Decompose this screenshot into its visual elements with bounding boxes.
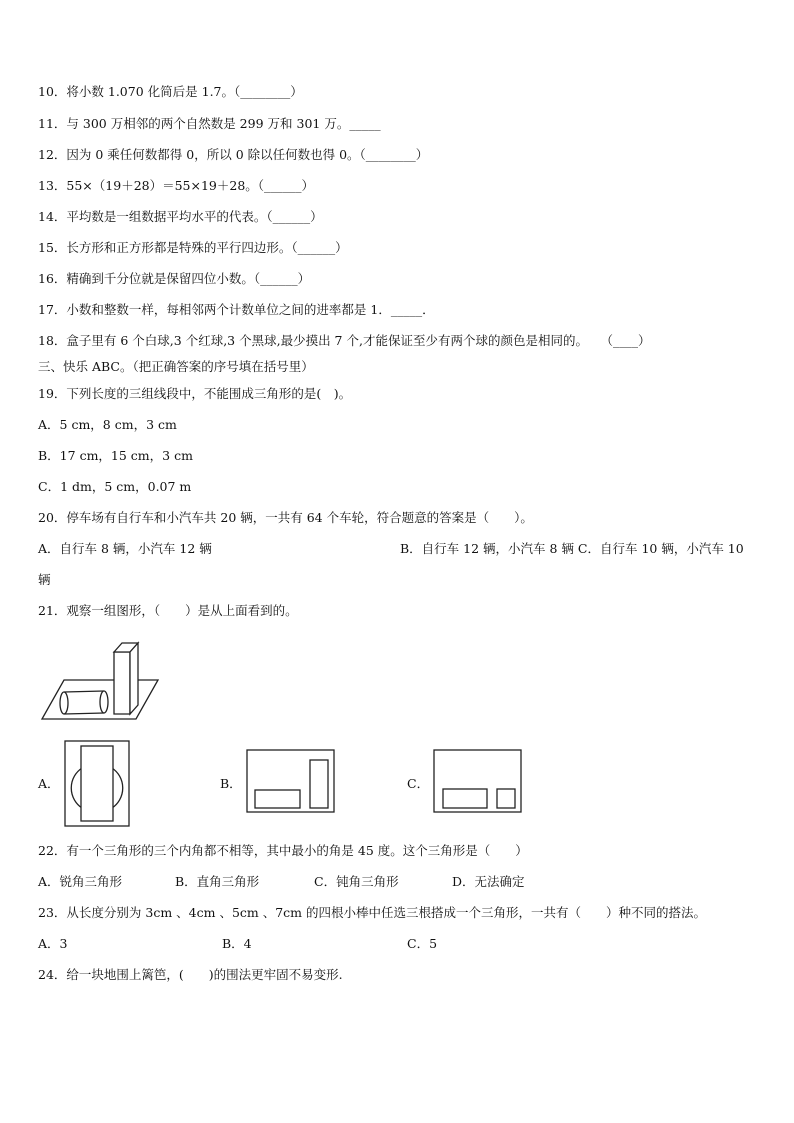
q22-option-c: C．钝角三角形 <box>314 874 399 889</box>
q21-option-b-figure <box>246 749 336 815</box>
q22-text: 22．有一个三角形的三个内角都不相等，其中最小的角是 45 度。这个三角形是（ ） <box>38 843 528 858</box>
q18-text: 18．盒子里有 6 个白球,3 个红球,3 个黑球,最少摸出 7 个,才能保证至少有两个球的颜色是相同的。 （____） <box>38 333 651 348</box>
q11-text: 11．与 300 万相邻的两个自然数是 299 万和 301 万。_____ <box>38 116 381 131</box>
q21-solid-figure <box>40 635 165 727</box>
q20-option-c-continued: 辆 <box>38 572 51 587</box>
q14-text: 14．平均数是一组数据平均水平的代表。（______） <box>38 209 323 224</box>
q22-option-d: D．无法确定 <box>452 874 525 889</box>
q23-text: 23．从长度分别为 3cm 、4cm 、5cm 、7cm 的四根小棒中任选三根搭成一个三角形，一共有（ ）种不同的搭法。 <box>38 905 707 920</box>
q19-option-c: C．1 dm，5 cm，0.07 m <box>38 479 192 494</box>
q20-option-bc: B．自行车 12 辆，小汽车 8 辆 C．自行车 10 辆，小汽车 10 <box>400 541 744 556</box>
q10-text: 10．将小数 1.070 化简后是 1.7。（________） <box>38 84 303 99</box>
q20-text: 20．停车场有自行车和小汽车共 20 辆，一共有 64 个车轮，符合题意的答案是（ ）。 <box>38 510 533 525</box>
q13-text: 13．55×（19＋28）＝55×19＋28。（______） <box>38 178 315 193</box>
q21-option-c-figure <box>433 749 523 815</box>
q23-option-a: A．3 <box>38 936 68 951</box>
q24-text: 24．给一块地围上篱笆，( )的围法更牢固不易变形. <box>38 967 343 982</box>
q21-text: 21．观察一组图形，（ ）是从上面看到的。 <box>38 603 298 618</box>
q22-option-b: B．直角三角形 <box>175 874 260 889</box>
q15-text: 15．长方形和正方形都是特殊的平行四边形。（______） <box>38 240 348 255</box>
q22-option-a: A．锐角三角形 <box>38 874 123 889</box>
q23-option-b: B．4 <box>222 936 252 951</box>
q21-option-a-label: A． <box>38 776 60 791</box>
q19-text: 19．下列长度的三组线段中，不能围成三角形的是( )。 <box>38 386 352 401</box>
q23-option-c: C．5 <box>407 936 438 951</box>
q19-option-a: A．5 cm，8 cm，3 cm <box>38 417 177 432</box>
q12-text: 12．因为 0 乘任何数都得 0，所以 0 除以任何数也得 0。（________） <box>38 147 429 162</box>
q21-option-b-label: B． <box>220 776 242 791</box>
q21-option-a-figure <box>64 740 130 828</box>
q20-option-a: A．自行车 8 辆，小汽车 12 辆 <box>38 541 212 556</box>
q17-text: 17．小数和整数一样，每相邻两个计数单位之间的进率都是 1．_____． <box>38 302 435 317</box>
q21-option-c-label: C． <box>407 776 430 791</box>
q16-text: 16．精确到千分位就是保留四位小数。（______） <box>38 271 311 286</box>
q19-option-b: B．17 cm，15 cm，3 cm <box>38 448 193 463</box>
section-3-heading: 三、快乐 ABC。（把正确答案的序号填在括号里） <box>38 359 314 374</box>
